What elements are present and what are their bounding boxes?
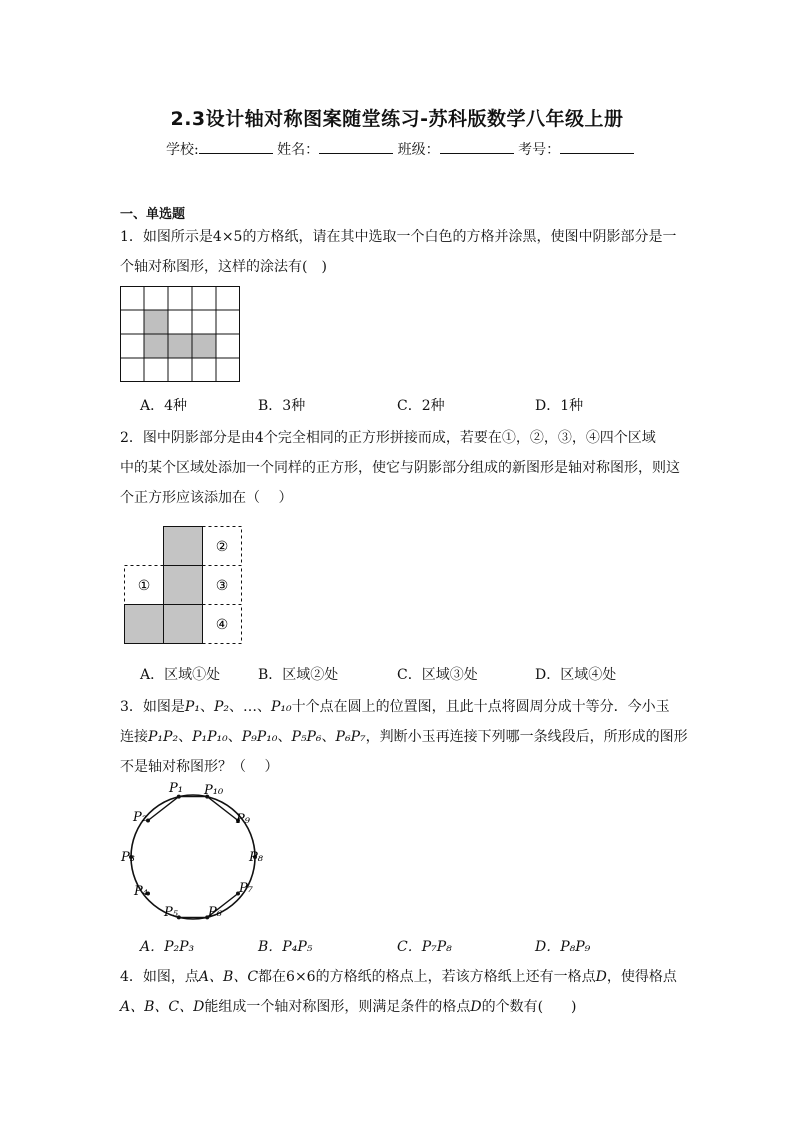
region-1-label: ① [137,578,151,594]
number-label: 考号： [518,142,561,158]
q1-shaded-cell [168,334,192,358]
q4-line2: A、B、C、D能组成一个轴对称图形，则满足条件的格点D的个数有( ) [120,999,577,1015]
q1-option-c[interactable]: C．2种 [397,398,445,414]
q3-line1: 3．如图是P₁、P₂、…、P₁₀十个点在圆上的位置图，且此十点将圆周分成十等分．今小玉 [120,699,670,715]
q2-line2: 中的某个区域处添加一个同样的正方形，使它与阴影部分组成的新图形是轴对称图形，则这 [120,460,680,476]
q3-line3: 不是轴对称图形？（ ） [120,759,279,775]
info-line [166,139,634,159]
q1-line1: 1．如图所示是4×5的方格纸，请在其中选取一个白色的方格并涂黑，使图中阴影部分是一 [120,229,677,245]
q3-option-d[interactable]: D．P₈P₉ [535,939,591,955]
point-label-p8: P₈ [249,850,263,865]
q3-option-c[interactable]: C．P₇P₈ [397,939,452,955]
region-2-label: ② [215,539,229,555]
point-label-p10: P₁₀ [204,783,224,798]
point-label-p4: P₄ [134,884,148,899]
point-label-p1: P₁ [169,781,183,796]
q1-option-b[interactable]: B．3种 [258,398,306,414]
q2-option-c[interactable]: C．区域③处 [397,667,478,683]
q2-option-a[interactable]: A．区域①处 [140,667,221,683]
region-4-label: ④ [215,617,229,633]
q3-circle-figure [118,783,268,923]
name-label: 姓名： [277,142,320,158]
point-label-p2: P₂ [133,810,147,825]
region-3-label: ③ [215,578,229,594]
point-label-p9: P₉ [236,812,250,827]
school-label: 学校: [166,142,199,158]
school-blank [199,139,273,154]
q2-line1: 2．图中阴影部分是由4个完全相同的正方形拼接而成，若要在①，②，③，④四个区域 [120,430,656,446]
q2-option-b[interactable]: B．区域②处 [258,667,339,683]
q1-option-a[interactable]: A．4种 [140,398,188,414]
q1-grid-figure [120,286,240,382]
q2-line3: 个正方形应该添加在（ ） [120,490,293,506]
q1-shaded-cell [192,334,216,358]
q2-option-d[interactable]: D．区域④处 [535,667,617,683]
name-blank [319,139,393,154]
q1-shaded-cell [144,334,168,358]
q4-line1: 4．如图，点A、B、C都在6×6的方格纸的格点上，若该方格纸上还有一格点D，使得格点 [120,969,677,985]
class-blank [440,139,514,154]
point-label-p6: P₆ [208,905,222,920]
point-label-p5: P₅ [164,905,178,920]
q2-region-figure [124,526,242,644]
q3-option-b[interactable]: B．P₄P₅ [258,939,313,955]
point-label-p3: P₃ [121,850,135,865]
class-label: 班级： [397,142,440,158]
q3-line2: 连接P₁P₂、P₁P₁₀、P₉P₁₀、P₅P₆、P₆P₇，判断小玉再连接下列哪一条线段后，所形成的图形 [120,729,688,745]
q1-option-d[interactable]: D．1种 [535,398,584,414]
page-title: 2.3设计轴对称图案随堂练习-苏科版数学八年级上册 [170,108,624,130]
q1-shaded-cell [144,310,168,334]
number-blank [560,139,634,154]
q3-option-a[interactable]: A．P₂P₃ [140,939,195,955]
point-label-p7: P₇ [239,881,253,896]
q1-line2: 个轴对称图形，这样的涂法有( ) [120,259,327,275]
section-title: 一、单选题 [120,207,186,222]
